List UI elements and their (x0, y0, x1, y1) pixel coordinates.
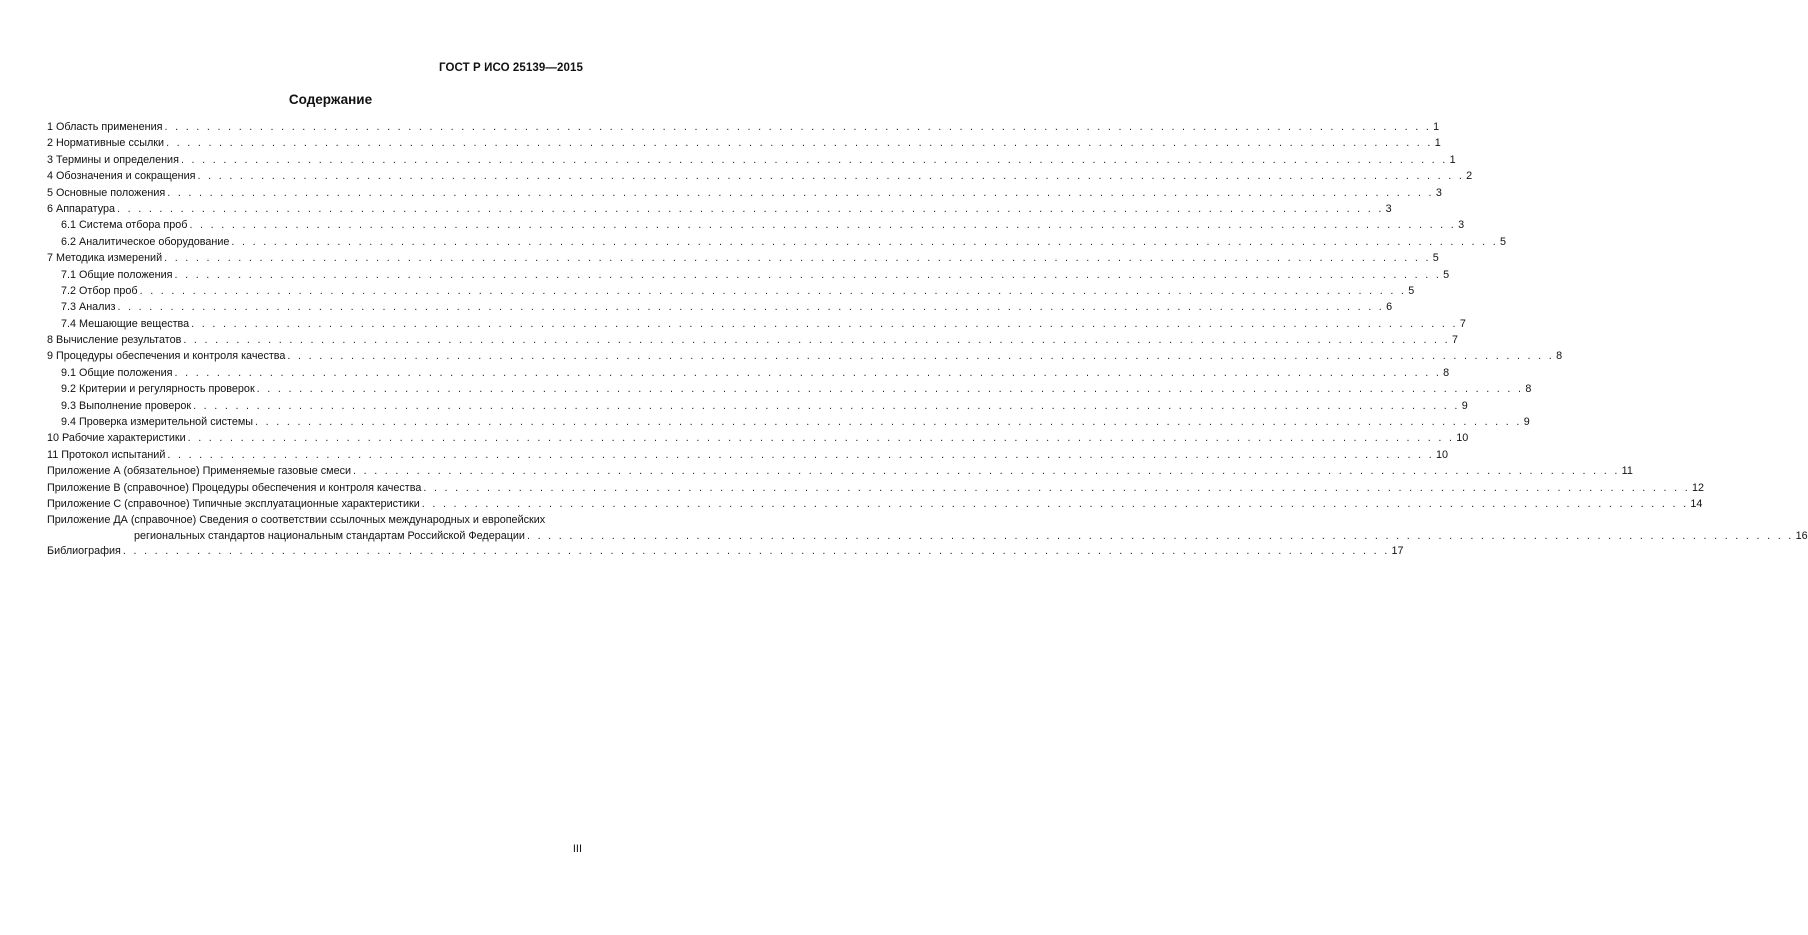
dot-leader: . . . . . . . . . . . . . . . . . . . . . . . . . . . . . . . . . . . . . . . . . . . . . . . . . . . . . . . . . . . . . . . . . . . . . . . . . . . . . . . . . . . . . . . . . . . . . . . . . . . . . . . . . . . . . . . . . . . . . . . . (174, 366, 1442, 379)
dot-leader: . . . . . . . . . . . . . . . . . . . . . . . . . . . . . . . . . . . . . . . . . . . . . . . . . . . . . . . . . . . . . . . . . . . . . . . . . . . . . . . . . . . . . . . . . . . . . . . . . . . . . . . . . . . . . . . . . . . . . . . . (526, 529, 1794, 542)
toc-entry[interactable] (47, 316, 1466, 332)
toc-entry-page: 5 (1443, 268, 1450, 281)
toc-entry-page: 10 (1436, 448, 1449, 461)
page-title: Содержание (288, 92, 373, 107)
dot-leader: . . . . . . . . . . . . . . . . . . . . . . . . . . . . . . . . . . . . . . . . . . . . . . . . . . . . . . . . . . . . . . . . . . . . . . . . . . . . . . . . . . . . . . . . . . . . . . . . . . . . . . . . . . . . . . . . . . . . . . . . (421, 497, 1689, 510)
toc-entry-page: 3 (1458, 219, 1465, 232)
toc-entry-page: 3 (1435, 186, 1442, 199)
toc-entry-title: 1 Область применения (47, 121, 163, 133)
toc-entry-page: 1 (1433, 121, 1440, 133)
dot-leader: . . . . . . . . . . . . . . . . . . . . . . . . . . . . . . . . . . . . . . . . . . . . . . . . . . . . . . . . . . . . . . . . . . . . . . . . . . . . . . . . . . . . . . . . . . . . . . . . . . . . . . . . . . . . . . . . . . . . . . . . (183, 334, 1450, 347)
dot-leader: . . . . . . . . . . . . . . . . . . . . . . . . . . . . . . . . . . . . . . . . . . . . . . . . . . . . . . . . . . . . . . . . . . . . . . . . . . . . . . . . . . . . . . . . . . . . . . . . . . . . . . . . . . . . . . . . . . . . . . . . (287, 350, 1555, 363)
toc-entry-page: 8 (1525, 383, 1532, 396)
toc-entry[interactable] (47, 496, 1703, 512)
toc-entry-page: 12 (1692, 481, 1705, 494)
toc-entry[interactable] (47, 119, 1440, 135)
toc-entry[interactable] (47, 217, 1465, 233)
dot-leader: . . . . . . . . . . . . . . . . . . . . . . . . . . . . . . . . . . . . . . . . . . . . . . . . . . . . . . . . . . . . . . . . . . . . . . . . . . . . . . . . . . . . . . . . . . . . . . . . . . . . . . . . . . . . . . . . . . . . . . . . (353, 465, 1620, 478)
toc-entry-title: 7.2 Отбор проб (61, 284, 138, 297)
dot-leader: . . . . . . . . . . . . . . . . . . . . . . . . . . . . . . . . . . . . . . . . . . . . . . . . . . . . . . . . . . . . . . . . . . . . . . . . . . . . . . . . . . . . . . . . . . . . . . . . . . . . . . . . . . . . . . . . . . . . . . . . (197, 170, 1465, 183)
toc-entry[interactable] (47, 332, 1458, 348)
toc-entry[interactable] (47, 152, 1456, 168)
toc-entry-title: 7.4 Мешающие вещества (61, 317, 190, 330)
dot-leader: . . . . . . . . . . . . . . . . . . . . . . . . . . . . . . . . . . . . . . . . . . . . . . . . . . . . . . . . . . . . . . . . . . . . . . . . . . . . . . . . . . . . . . . . . . . . . . . . . . . . . . . . . . . . . . . . . . . . . . . . (167, 186, 1434, 199)
toc-entry-title: 6 Аппаратура (47, 202, 116, 215)
toc-entry-page: 3 (1385, 202, 1392, 215)
toc-entry[interactable] (47, 283, 1415, 299)
dot-leader: . . . . . . . . . . . . . . . . . . . . . . . . . . . . . . . . . . . . . . . . . . . . . . . . . . . . . . . . . . . . . . . . . . . . . . . . . . . . . . . . . . . . . . . . . . . . . . . . . . . . . . . . . . . . . . . . . . . . . . . . (122, 544, 1390, 557)
toc-entry-page: 16 (1795, 529, 1808, 542)
page-number: III (572, 843, 582, 855)
toc-entry[interactable] (47, 430, 1469, 446)
toc-entry[interactable] (47, 234, 1507, 250)
toc-entry-title: Приложение А (обязательное) Применяемые газовые смеси (47, 465, 351, 478)
dot-leader: . . . . . . . . . . . . . . . . . . . . . . . . . . . . . . . . . . . . . . . . . . . . . . . . . . . . . . . . . . . . . . . . . . . . . . . . . . . . . . . . . . . . . . . . . . . . . . . . . . . . . . . . . . . . . . . . . . . . . . . . (117, 202, 1384, 215)
dot-leader: . . . . . . . . . . . . . . . . . . . . . . . . . . . . . . . . . . . . . . . . . . . . . . . . . . . . . . . . . . . . . . . . . . . . . . . . . . . . . . . . . . . . . . . . . . . . . . . . . . . . . . . . . . . . . . . . . . . . . . . . (117, 301, 1385, 314)
toc-entry-page: 9 (1523, 416, 1530, 429)
dot-leader: . . . . . . . . . . . . . . . . . . . . . . . . . . . . . . . . . . . . . . . . . . . . . . . . . . . . . . . . . . . . . . . . . . . . . . . . . . . . . . . . . . . . . . . . . . . . . . . . . . . . . . . . . . . . . . . . . . . . . . . . (166, 137, 1433, 150)
toc-entry-title: 11 Протокол испытаний (47, 448, 166, 461)
toc-entry-page: 17 (1391, 544, 1404, 557)
dot-leader: . . . . . . . . . . . . . . . . . . . . . . . . . . . . . . . . . . . . . . . . . . . . . . . . . . . . . . . . . . . . . . . . . . . . . . . . . . . . . . . . . . . . . . . . . . . . . . . . . . . . . . . . . . . . . . . . . . . . . . . . (255, 416, 1522, 429)
toc-entry[interactable] (47, 348, 1563, 364)
toc-entry-title: 7.1 Общие положения (61, 268, 173, 281)
toc-entry-page: 2 (1466, 170, 1473, 183)
toc-entry[interactable] (47, 299, 1393, 315)
toc-entry-title: 8 Вычисление результатов (47, 334, 182, 347)
toc-entry-page: 6 (1386, 301, 1393, 314)
toc-entry-page: 9 (1461, 399, 1468, 412)
dot-leader: . . . . . . . . . . . . . . . . . . . . . . . . . . . . . . . . . . . . . . . . . . . . . . . . . . . . . . . . . . . . . . . . . . . . . . . . . . . . . . . . . . . . . . . . . . . . . . . . . . . . . . . . . . . . . . . . . . . . . . . . (193, 399, 1460, 412)
toc-entry-title: 2 Нормативные ссылки (47, 137, 165, 150)
toc-entry[interactable] (47, 463, 1633, 479)
toc-entry[interactable] (47, 398, 1468, 414)
toc-entry[interactable] (47, 480, 1705, 496)
toc-entry-page: 1 (1434, 137, 1441, 150)
toc-entry-title-continued: региональных стандартов национальным стандартам Российской Федерации (134, 529, 525, 542)
dot-leader: . . . . . . . . . . . . . . . . . . . . . . . . . . . . . . . . . . . . . . . . . . . . . . . . . . . . . . . . . . . . . . . . . . . . . . . . . . . . . . . . . . . . . . . . . . . . . . . . . . . . . . . . . . . . . . . . . . . . . . . . (231, 235, 1499, 248)
toc-entry-title: 6.1 Система отбора проб (61, 219, 188, 232)
toc-entry[interactable] (47, 381, 1532, 397)
dot-leader: . . . . . . . . . . . . . . . . . . . . . . . . . . . . . . . . . . . . . . . . . . . . . . . . . . . . . . . . . . . . . . . . . . . . . . . . . . . . . . . . . . . . . . . . . . . . . . . . . . . . . . . . . . . . . . . . . . . . . . . . (256, 383, 1524, 396)
toc-entry[interactable] (47, 365, 1450, 381)
toc-entry-title: 6.2 Аналитическое оборудование (61, 235, 230, 248)
toc-entry-title: 9.3 Выполнение проверок (61, 399, 192, 412)
dot-leader: . . . . . . . . . . . . . . . . . . . . . . . . . . . . . . . . . . . . . . . . . . . . . . . . . . . . . . . . . . . . . . . . . . . . . . . . . . . . . . . . . . . . . . . . . . . . . . . . . . . . . . . . . . . . . . . . . . . . . . . . (164, 121, 1432, 133)
toc-entry-page: 8 (1443, 366, 1450, 379)
dot-leader: . . . . . . . . . . . . . . . . . . . . . . . . . . . . . . . . . . . . . . . . . . . . . . . . . . . . . . . . . . . . . . . . . . . . . . . . . . . . . . . . . . . . . . . . . . . . . . . . . . . . . . . . . . . . . . . . . . . . . . . . (167, 448, 1435, 461)
toc-entry-page: 7 (1451, 334, 1458, 347)
toc-entry-page: 1 (1449, 153, 1456, 166)
dot-leader: . . . . . . . . . . . . . . . . . . . . . . . . . . . . . . . . . . . . . . . . . . . . . . . . . . . . . . . . . . . . . . . . . . . . . . . . . . . . . . . . . . . . . . . . . . . . . . . . . . . . . . . . . . . . . . . . . . . . . . . . (174, 268, 1442, 281)
toc-entry-title: 9.4 Проверка измерительной системы (61, 416, 254, 429)
table-of-contents (47, 119, 1808, 559)
toc-entry-title: Приложение В (справочное) Процедуры обеспечения и контроля качества (47, 481, 422, 494)
toc-entry[interactable] (47, 201, 1392, 217)
toc-entry-title: Библиография (47, 544, 121, 557)
document-code: ГОСТ Р ИСО 25139—2015 (438, 62, 583, 74)
toc-entry-title: 4 Обозначения и сокращения (47, 170, 196, 183)
toc-entry-page: 7 (1459, 317, 1466, 330)
toc-entry-title: 5 Основные положения (47, 186, 166, 199)
toc-entry[interactable] (47, 414, 1530, 430)
toc-entry-page: 10 (1456, 432, 1469, 445)
dot-leader: . . . . . . . . . . . . . . . . . . . . . . . . . . . . . . . . . . . . . . . . . . . . . . . . . . . . . . . . . . . . . . . . . . . . . . . . . . . . . . . . . . . . . . . . . . . . . . . . . . . . . . . . . . . . . . . . . . . . . . . . (139, 284, 1407, 297)
dot-leader: . . . . . . . . . . . . . . . . . . . . . . . . . . . . . . . . . . . . . . . . . . . . . . . . . . . . . . . . . . . . . . . . . . . . . . . . . . . . . . . . . . . . . . . . . . . . . . . . . . . . . . . . . . . . . . . . . . . . . . . . (187, 432, 1455, 445)
toc-entry-page: 5 (1432, 252, 1439, 265)
toc-entry-title: 7.3 Анализ (61, 301, 116, 314)
toc-entry-title: Приложение С (справочное) Типичные эксплуатационные характеристики (47, 497, 420, 510)
toc-entry-title: 9 Процедуры обеспечения и контроля качества (47, 350, 286, 363)
toc-entry-title: 10 Рабочие характеристики (47, 432, 186, 445)
toc-entry-title: Приложение ДА (справочное) Сведения о соответствии ссылочных международных и европейских (47, 514, 546, 527)
toc-entry-title: 7 Методика измерений (47, 252, 163, 265)
dot-leader: . . . . . . . . . . . . . . . . . . . . . . . . . . . . . . . . . . . . . . . . . . . . . . . . . . . . . . . . . . . . . . . . . . . . . . . . . . . . . . . . . . . . . . . . . . . . . . . . . . . . . . . . . . . . . . . . . . . . . . . . (191, 317, 1458, 330)
toc-entry[interactable] (47, 250, 1439, 266)
dot-leader: . . . . . . . . . . . . . . . . . . . . . . . . . . . . . . . . . . . . . . . . . . . . . . . . . . . . . . . . . . . . . . . . . . . . . . . . . . . . . . . . . . . . . . . . . . . . . . . . . . . . . . . . . . . . . . . . . . . . . . . . (189, 219, 1457, 232)
toc-entry-title: 3 Термины и определения (47, 153, 179, 166)
toc-entry-page: 8 (1556, 350, 1563, 363)
toc-entry[interactable] (47, 512, 1808, 542)
toc-entry-page: 14 (1690, 497, 1703, 510)
toc-entry-page: 11 (1621, 465, 1633, 478)
dot-leader: . . . . . . . . . . . . . . . . . . . . . . . . . . . . . . . . . . . . . . . . . . . . . . . . . . . . . . . . . . . . . . . . . . . . . . . . . . . . . . . . . . . . . . . . . . . . . . . . . . . . . . . . . . . . . . . . . . . . . . . . (423, 481, 1690, 494)
toc-entry[interactable] (47, 267, 1450, 283)
toc-entry[interactable] (47, 185, 1442, 201)
toc-entry-page: 5 (1500, 235, 1507, 248)
toc-entry[interactable] (47, 168, 1473, 184)
toc-entry-title: 9.2 Критерии и регулярность проверок (61, 383, 255, 396)
dot-leader: . . . . . . . . . . . . . . . . . . . . . . . . . . . . . . . . . . . . . . . . . . . . . . . . . . . . . . . . . . . . . . . . . . . . . . . . . . . . . . . . . . . . . . . . . . . . . . . . . . . . . . . . . . . . . . . . . . . . . . . . (180, 153, 1448, 166)
toc-entry-title: 9.1 Общие положения (61, 366, 173, 379)
dot-leader: . . . . . . . . . . . . . . . . . . . . . . . . . . . . . . . . . . . . . . . . . . . . . . . . . . . . . . . . . . . . . . . . . . . . . . . . . . . . . . . . . . . . . . . . . . . . . . . . . . . . . . . . . . . . . . . . . . . . . . . . (164, 252, 1431, 265)
toc-entry[interactable] (47, 447, 1449, 463)
toc-entry-page: 5 (1408, 284, 1415, 297)
toc-entry[interactable] (47, 135, 1441, 151)
toc-entry[interactable] (47, 543, 1404, 559)
